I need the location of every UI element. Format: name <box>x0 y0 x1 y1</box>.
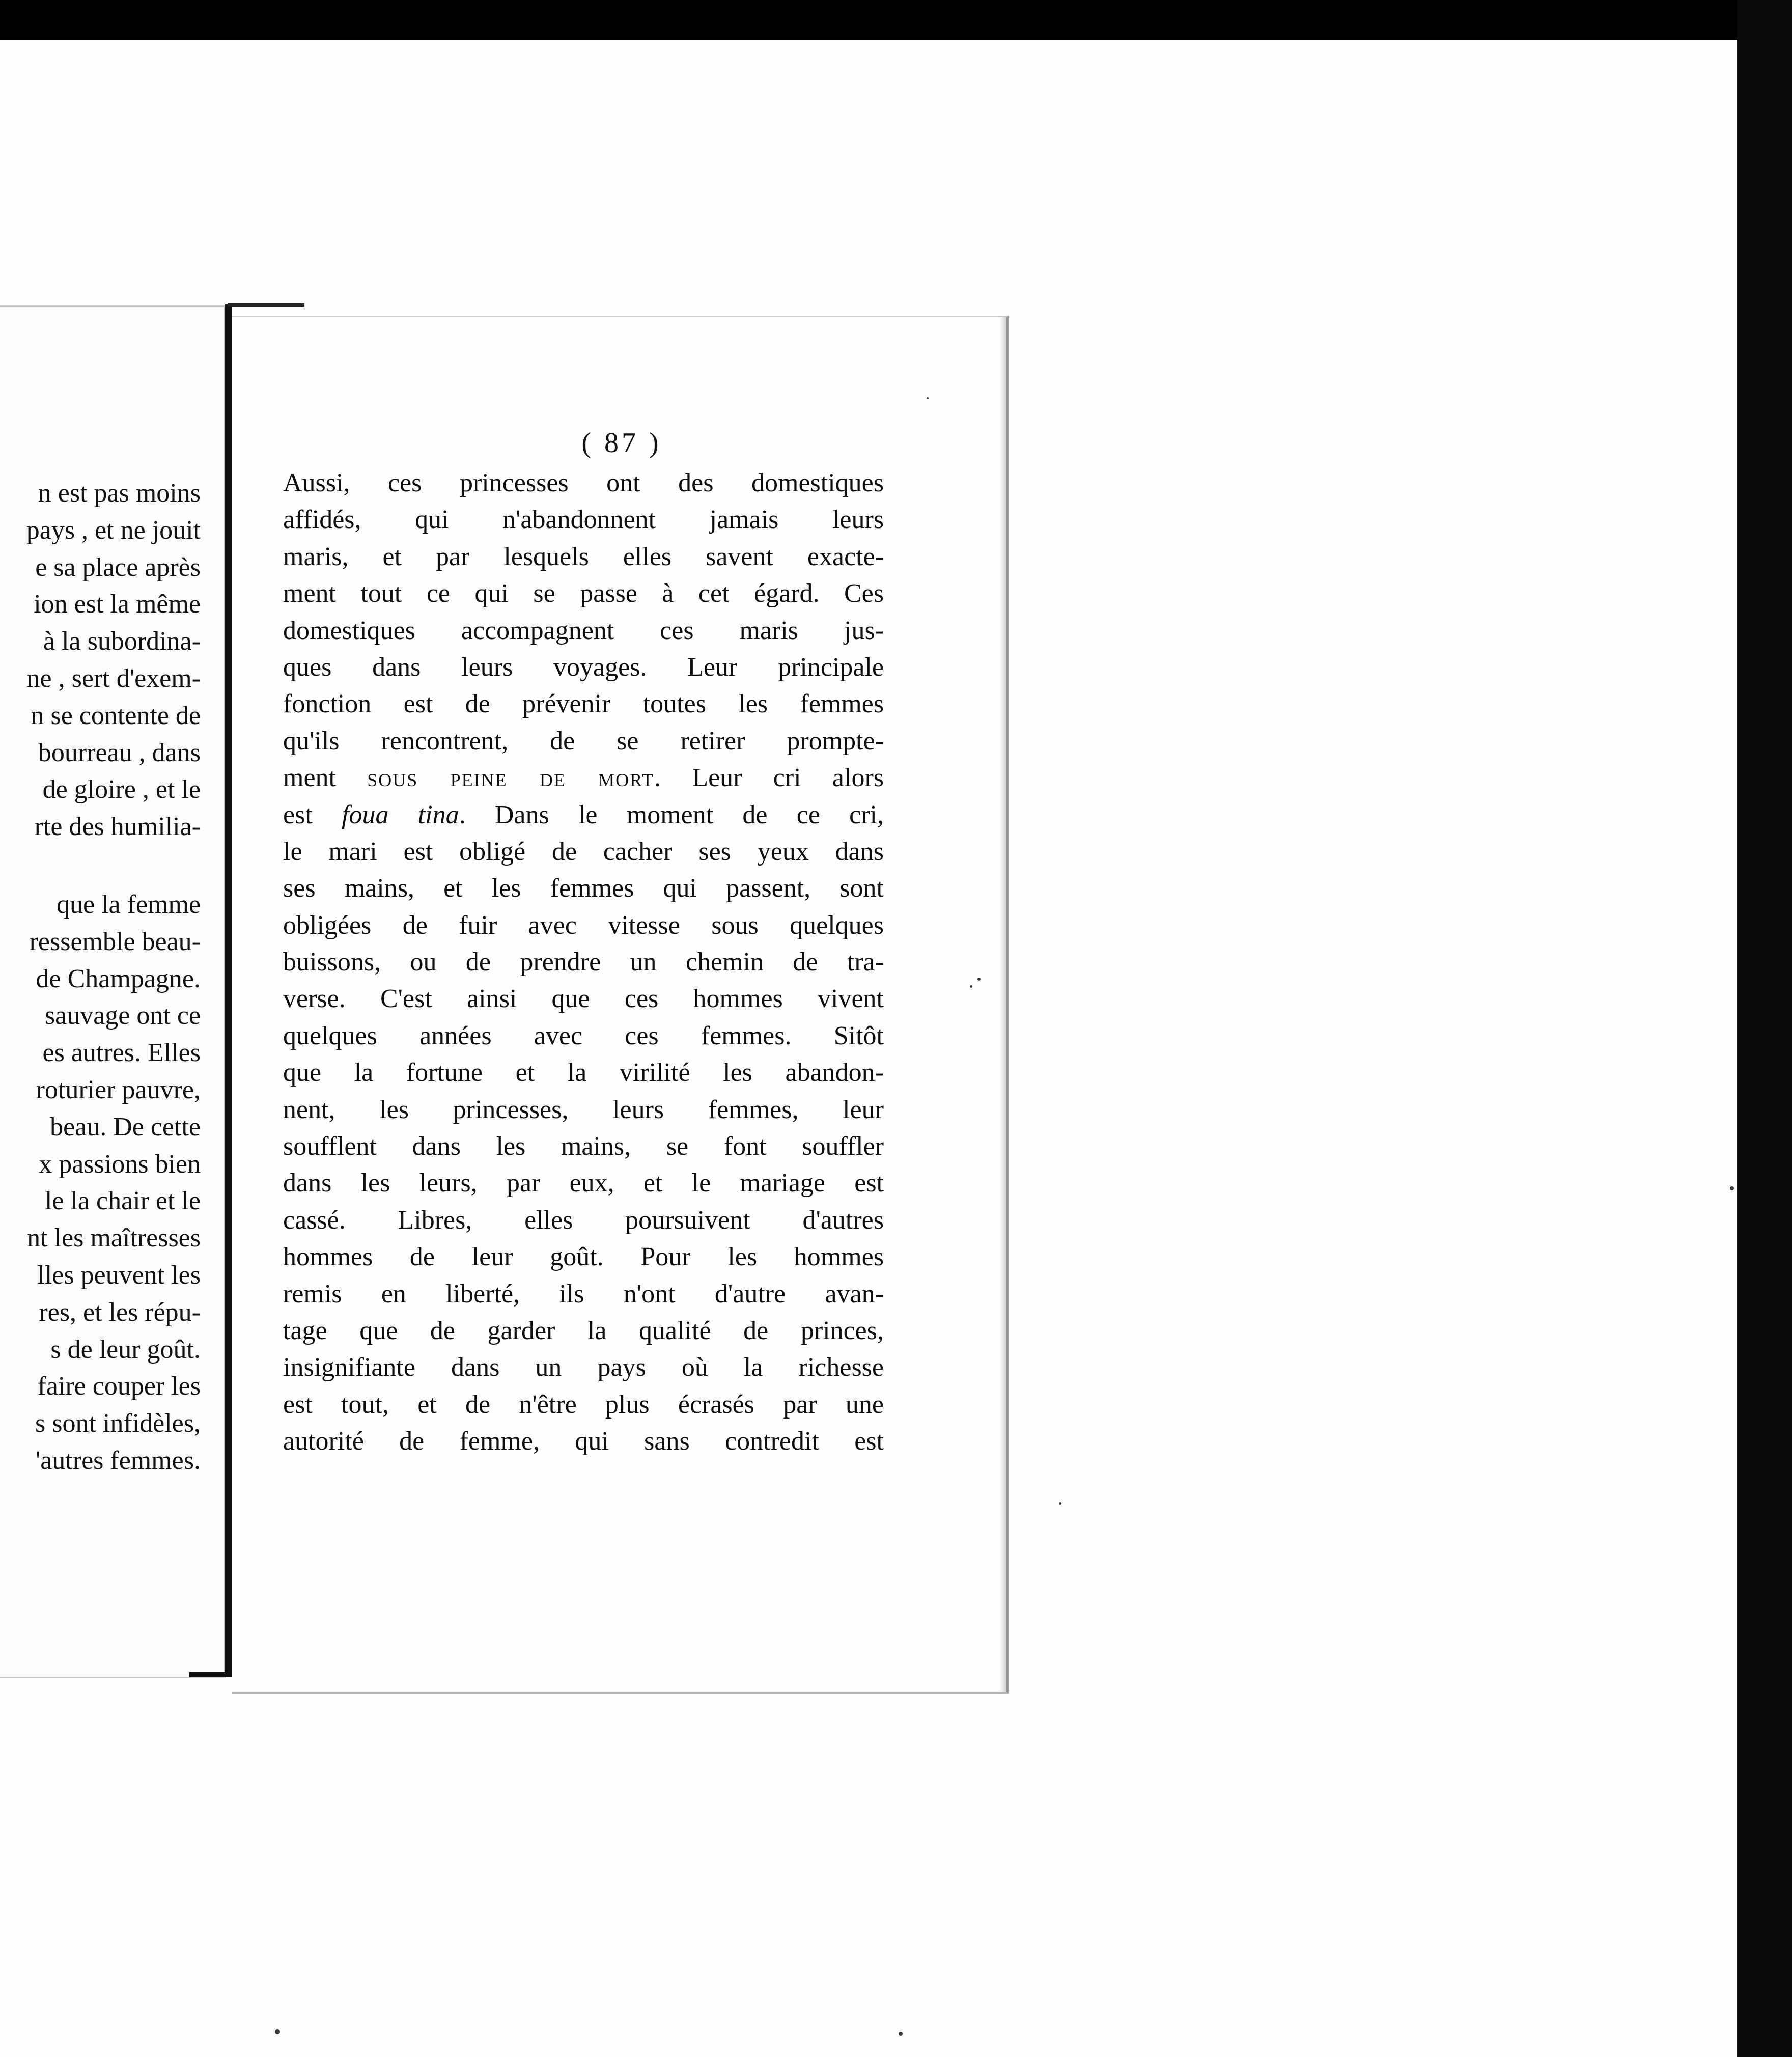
text-segment: ses mains, et les femmes qui passent, sont <box>283 874 884 903</box>
left-page-line: lles peuvent les <box>37 1260 201 1290</box>
left-page-line: de Champagne. <box>36 964 201 993</box>
text-line <box>283 1092 884 1128</box>
text-segment: cassé. Libres, elles poursuivent d'autres <box>283 1205 884 1235</box>
left-page-line: à la subordina- <box>43 627 201 656</box>
scan-speck <box>1059 1502 1061 1505</box>
text-segment: est tout, et de n'être plus écrasés par une <box>283 1389 884 1419</box>
text-segment: Aussi, ces princesses ont des domestiques <box>283 468 884 497</box>
left-page-line: le la chair et le <box>44 1186 201 1216</box>
text-segment: est <box>283 800 342 829</box>
text-line <box>283 502 884 538</box>
left-page-text <box>0 475 201 1480</box>
scan-speck <box>1730 1186 1734 1190</box>
text-segment: autorité de femme, qui sans contredit est <box>283 1427 884 1456</box>
left-page-line: sauvage ont ce <box>44 1001 201 1031</box>
italic-phrase: foua tina <box>342 800 459 829</box>
text-line <box>283 1239 884 1275</box>
text-segment: . Leur cri alors <box>654 763 884 793</box>
text-line <box>283 1018 884 1054</box>
text-line <box>283 944 884 981</box>
gutter-bar <box>225 304 232 1672</box>
left-page-line: e sa place après <box>35 552 201 582</box>
scan-border-right <box>1737 0 1792 2057</box>
page-number: ( 87 ) <box>581 427 662 459</box>
left-page-line <box>0 846 201 886</box>
left-page-line: s de leur goût. <box>50 1335 201 1364</box>
text-line <box>283 1313 884 1349</box>
left-page-line: 'autres femmes. <box>35 1446 201 1475</box>
text-line <box>283 1128 884 1165</box>
text-segment: nent, les princesses, leurs femmes, leur <box>283 1095 884 1124</box>
left-page-line: nt les maîtresses <box>27 1224 201 1253</box>
left-page-line: ressemble beau- <box>29 927 201 956</box>
scan-speck <box>275 2029 280 2034</box>
text-segment: affidés, qui n'abandonnent jamais leurs <box>283 505 884 535</box>
left-page-line: s sont infidèles, <box>35 1409 201 1438</box>
left-page-line: n se contente de <box>31 701 201 730</box>
text-line <box>283 465 884 502</box>
text-line <box>283 1054 884 1091</box>
left-page <box>0 305 226 1678</box>
left-page-line: ne , sert d'exem- <box>26 663 201 693</box>
text-segment: maris, et par lesquels elles savent exacte- <box>283 542 884 571</box>
text-segment: remis en liberté, ils n'ont d'autre avan- <box>283 1279 884 1309</box>
scan-speck <box>977 978 981 981</box>
text-segment: obligées de fuir avec vitesse sous quelques <box>283 910 884 940</box>
text-line <box>283 723 884 760</box>
left-page-line: x passions bien <box>39 1149 201 1179</box>
text-line <box>283 1423 884 1460</box>
text-line <box>283 575 884 612</box>
text-segment: domestiques accompagnent ces maris jus- <box>283 616 884 645</box>
text-line <box>283 613 884 649</box>
text-line <box>283 981 884 1017</box>
text-segment: hommes de leur goût. Pour les hommes <box>283 1242 884 1272</box>
text-segment: le mari est obligé de cacher ses yeux dans <box>283 837 884 866</box>
text-line <box>283 870 884 907</box>
text-line <box>283 649 884 686</box>
left-page-line: bourreau , dans <box>38 738 201 767</box>
text-segment: dans les leurs, par eux, et le mariage est <box>283 1169 884 1198</box>
left-page-line: faire couper les <box>37 1372 201 1401</box>
text-segment: . Dans le moment de ce cri, <box>459 800 884 829</box>
text-line <box>283 1202 884 1239</box>
text-line <box>283 907 884 944</box>
text-segment: ment tout ce qui se passe à cet égard. Ces <box>283 579 884 608</box>
text-segment: quelques années avec ces femmes. Sitôt <box>283 1021 884 1050</box>
left-page-line: beau. De cette <box>50 1112 201 1142</box>
text-segment: soufflent dans les mains, se font souffler <box>283 1132 884 1161</box>
scan-speck <box>927 397 929 399</box>
left-page-line: res, et les répu- <box>39 1297 201 1327</box>
text-segment: ment <box>283 763 368 793</box>
scan-speck <box>899 2032 903 2036</box>
text-line <box>283 833 884 870</box>
right-page <box>232 316 1009 1694</box>
right-page-text <box>283 465 884 1460</box>
text-segment: verse. C'est ainsi que ces hommes vivent <box>283 984 884 1014</box>
text-line <box>283 760 884 796</box>
text-segment: tage que de garder la qualité de princes, <box>283 1316 884 1345</box>
left-page-line: n est pas moins <box>38 479 201 508</box>
text-line <box>283 1276 884 1313</box>
text-segment: qu'ils rencontrent, de se retirer prompte- <box>283 726 884 756</box>
text-segment: buissons, ou de prendre un chemin de tra- <box>283 948 884 977</box>
left-page-line: pays , et ne jouit <box>26 515 201 545</box>
left-page-line: de gloire , et le <box>42 775 201 804</box>
left-page-line: rte des humilia- <box>34 812 201 842</box>
text-line <box>283 1165 884 1202</box>
left-page-line: que la femme <box>57 889 201 919</box>
text-line <box>283 1349 884 1386</box>
left-page-line: ion est la même <box>34 590 201 619</box>
text-line <box>283 686 884 722</box>
text-segment: que la fortune et la virilité les abandon- <box>283 1058 884 1088</box>
text-line <box>283 797 884 833</box>
text-segment: insignifiante dans un pays où la richesse <box>283 1353 884 1382</box>
text-line <box>283 1386 884 1423</box>
small-caps-phrase: sous peine de mort <box>367 763 655 793</box>
text-segment: fonction est de prévenir toutes les femmes <box>283 689 884 719</box>
left-page-line: roturier pauvre, <box>36 1075 201 1104</box>
text-segment: ques dans leurs voyages. Leur principale <box>283 652 884 682</box>
left-page-line: es autres. Elles <box>42 1038 201 1068</box>
text-line <box>283 539 884 575</box>
scan-speck <box>970 985 972 988</box>
gutter-cap-top <box>228 303 304 307</box>
